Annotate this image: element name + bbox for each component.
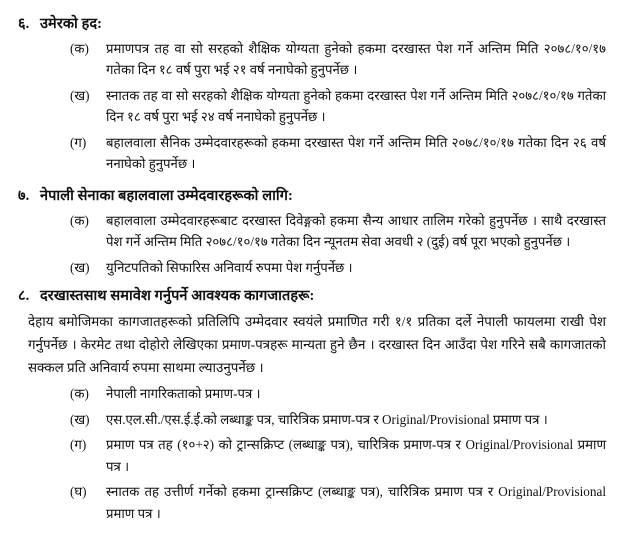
section-paragraph: देहाय बमोजिमका कागजातहरूको प्रतिलिपि उम्मेदवार स्वयंले प्रमाणित गरी १/१ प्रतिका दर्ले नेपाली फायलमा राखी पेश गर्नुपर्नेछ । केरमेट तथा दोहोरो लेखिएका प्रमाण-पत्रहरू मान्यता हुने छैन । दरखास्त दिन आउँदा पेश गरिने सबै कागजातको सक्कल प्रति अनिवार्य रुपमा साथमा ल्याउनुपर्नेछ ।: [28, 313, 606, 375]
list-item-text: बहालवाला सैनिक उम्मेदवारहरूको हकमा दरखास्त पेश गर्ने अन्तिम मिति २०७८/१०/१७ गतेका दिन २६ वर्ष ननाघेको हुनुपर्नेछ ।: [106, 134, 606, 172]
list-item-text: बहालवाला उम्मेदवारहरूबाट दरखास्त दिवेङ्गको हकमा सैन्य आधार तालिम गरेको हुनुपर्नेछ । साथै दरखास्त पेश गर्ने अन्तिम मिति २०७८/१०/१७ गतेका दिन न्यूनतम सेवा अवधी २ (दुई) वर्ष पूरा भएको हुनुपर्नेछ ।: [106, 212, 606, 250]
section-serving-candidates: [14, 186, 608, 278]
list-item-text: प्रमाण पत्र तह (१०+२) को ट्रान्सक्रिप्ट (लब्धाङ्क पत्र), चारित्रिक प्रमाण-पत्र र Original/Provisional प्रमाण पत्र ।: [106, 437, 606, 474]
list-item-text: स्नातक तह उत्तीर्ण गर्नेको हकमा ट्रान्सक्रिप्ट (लब्धाङ्क पत्र), चारित्रिक प्रमाण पत्र र Original/Provisional प्रमाण पत्र ।: [106, 484, 606, 521]
section-heading: [14, 286, 608, 308]
list-item-letter: (ख): [70, 87, 90, 103]
section-number: ७.: [18, 187, 30, 204]
list-item-letter: (क): [70, 212, 89, 228]
section-title: उमेरको हद:: [40, 16, 103, 32]
list-item: [14, 481, 608, 524]
list-item-text: प्रमाणपत्र तह वा सो सरहको शैक्षिक योग्यता हुनेको हकमा दरखास्त पेश गर्ने अन्तिम मिति २०७८/१०/१७ गतेका दिन १८ वर्ष पुरा भई २१ वर्ष ननाघेको हुनुपर्नेछ ।: [106, 40, 606, 78]
list-item-letter: (घ): [70, 484, 87, 500]
section-heading: [14, 186, 608, 208]
list-item-letter: (ख): [70, 411, 90, 427]
list-item-letter: (क): [70, 386, 89, 402]
section-age-limit: [14, 14, 608, 175]
list-item-text: युनिटपतिको सिफारिस अनिवार्य रुपमा पेश गर्नुपर्नेछ ।: [106, 259, 353, 275]
list-item-letter: (ग): [70, 437, 87, 453]
section-items: [14, 210, 608, 279]
list-item: [14, 85, 608, 128]
list-item-letter: (ग): [70, 134, 87, 150]
list-item: [14, 210, 608, 253]
section-heading: [14, 14, 608, 36]
list-item: [14, 383, 608, 405]
section-required-documents: [14, 286, 608, 524]
list-item-text: स्नातक तह वा सो सरहको शैक्षिक योग्यता हुनेको हकमा दरखास्त पेश गर्ने अन्तिम मिति २०७८/१०/१७ गतेका दिन १८ वर्ष पुरा भई २४ वर्ष ननाघेको हुनुपर्नेछ ।: [106, 87, 606, 125]
section-items: [14, 38, 608, 175]
list-item: [14, 434, 608, 477]
list-item: [14, 38, 608, 81]
list-item: [14, 257, 608, 279]
section-number: ८.: [18, 288, 30, 305]
section-title: नेपाली सेनाका बहालवाला उम्मेदवारहरूको लागि:: [40, 187, 293, 204]
list-item-text: नेपाली नागरिकताको प्रमाण-पत्र ।: [106, 386, 261, 402]
list-item-text: एस.एल.सी./एस.ई.ई.को लब्धाङ्क पत्र, चारित्रिक प्रमाण-पत्र र Original/Provisional प्रमाण पत्र ।: [106, 411, 548, 427]
section-number: ६.: [18, 16, 30, 32]
list-item: [14, 409, 608, 431]
list-item: [14, 132, 608, 175]
list-item-letter: (ख): [70, 259, 90, 275]
section-title: दरखास्तसाथ समावेश गर्नुपर्ने आवश्यक कागजातहरू:: [40, 288, 315, 305]
list-item-letter: (क): [70, 40, 89, 56]
section-items: [14, 383, 608, 524]
